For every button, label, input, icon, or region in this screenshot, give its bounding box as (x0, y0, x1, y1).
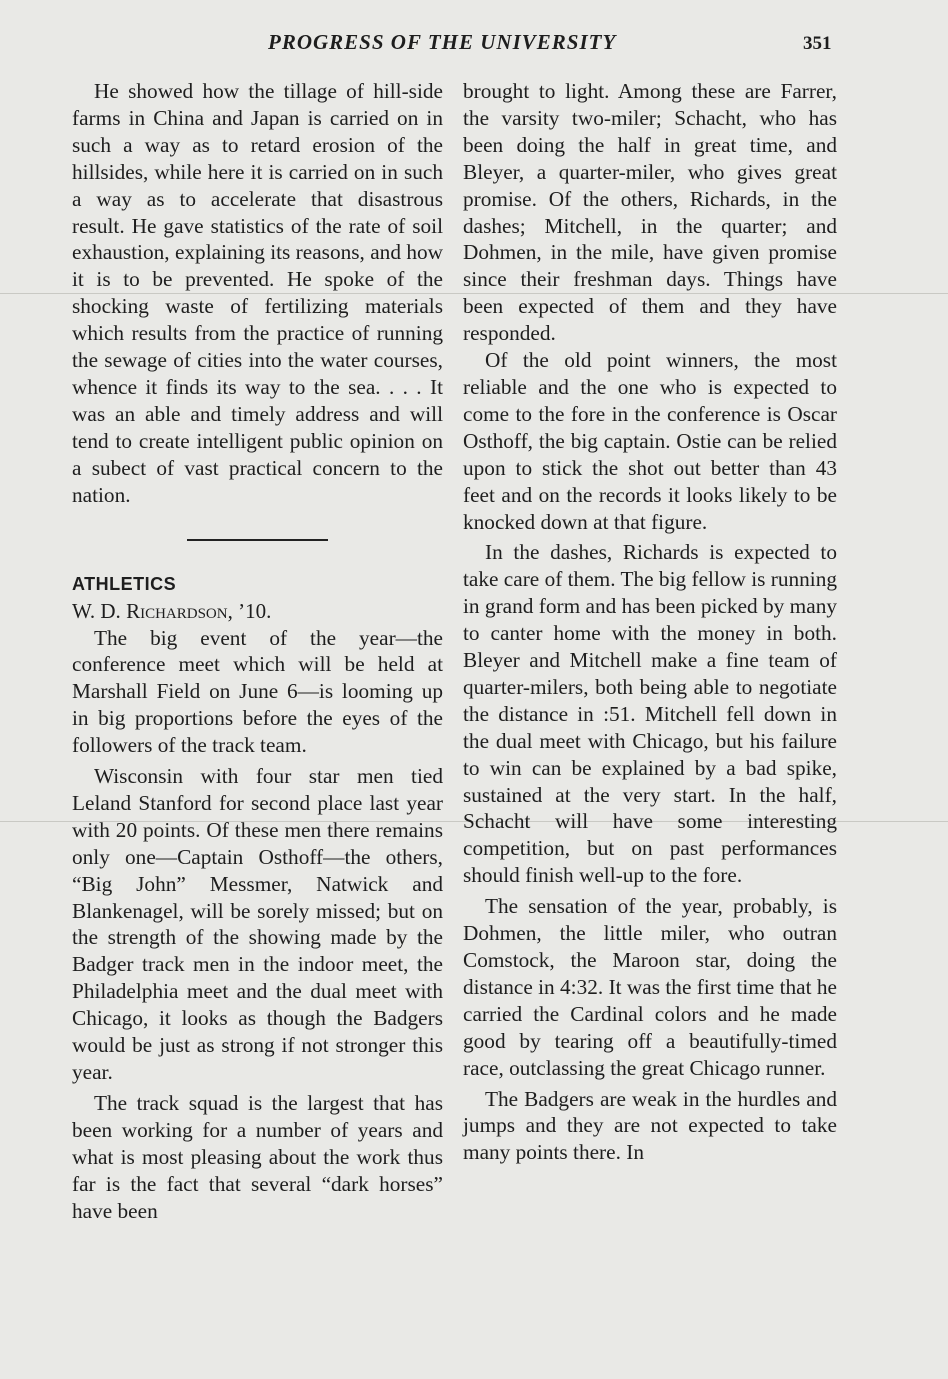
byline-year: , ’10. (227, 598, 272, 623)
paragraph: Wisconsin with four star men tied Leland Stanford for second place last year with 20 points. Of these men there remains only one—Captain Osthoff—the others, “Big John” Messmer, Natwick and Blankenagel, will be sorely missed; but on the strength of the showing made by the Badger track men in the indoor meet, the Philadelphia meet and the dual meet with Chicago, it looks as though the Badgers would be just as strong if not stronger this year. (72, 764, 443, 1084)
paragraph: Of the old point winners, the most reliable and the one who is expected to come to the fore in the conference is Oscar Osthoff, the big captain. Ostie can be relied upon to stick the shot out better than 43 feet and on the records it looks likely to be knocked down at that figure. (463, 348, 837, 534)
left-column (72, 78, 443, 1224)
byline-surname: Richardson (126, 598, 228, 623)
section-divider (72, 509, 443, 571)
right-column (463, 78, 837, 1166)
author-byline (72, 597, 443, 625)
byline-initials: W. D. (72, 598, 127, 623)
page-header (0, 30, 948, 60)
paragraph: The Badgers are weak in the hurdles and jumps and they are not expected to take many points there. In (463, 1086, 837, 1165)
paragraph: The big event of the year—the conference meet which will be held at Marshall Field on June 6—is looming up in big proportions before the eyes of the followers of the track team. (72, 625, 443, 758)
paragraph: brought to light. Among these are Farrer, the varsity two-miler; Schacht, who has been doing the half in great time, and Bleyer, a quarter-miler, who gives great promise. Of the others, Richards, in the dashes; Mitchell, in the quarter; and Dohmen, in the mile, have given promise since their freshman days. Things have been expected of them and they have responded. (463, 79, 837, 346)
paragraph: He showed how the tillage of hill-side farms in China and Japan is carried on in such a way as to retard erosion of the hillsides, while here it is carried on in such a way as to accelerate that disastrous result. He gave statistics of the rate of soil exhaustion, explaining its reasons, and how it is to be prevented. He spoke of the shocking waste of fertilizing materials which results from the practice of running the sewage of cities into the water courses, whence it finds its way to the sea. . . . It was an able and timely address and will tend to create intelligent public opinion on a subect of vast practical concern to the nation. (72, 79, 443, 507)
paragraph: In the dashes, Richards is expected to take care of them. The big fellow is running in grand form and has been picked by many to canter home with the money in both. Bleyer and Mitchell make a fine team of quarter-milers, both being able to negotiate the distance in :51. Mitchell fell down in the dual meet with Chicago, but his failure to win can be explained by a bad spike, sustained at the very start. In the half, Schacht will have some interesting competition, but on past performances should finish well-up to the fore. (463, 540, 837, 888)
running-title: PROGRESS OF THE UNIVERSITY (268, 30, 617, 54)
section-heading: ATHLETICS (72, 573, 177, 594)
paragraph: The sensation of the year, probably, is Dohmen, the little miler, who outran Comstock, the Maroon star, doing the distance in 4:32. It was the first time that he carried the Cardinal colors and he made good by tearing off a beautifully-timed race, outclassing the great Chicago runner. (463, 894, 837, 1080)
divider-rule (187, 539, 328, 541)
page-number: 351 (803, 33, 832, 54)
paragraph: The track squad is the largest that has been working for a number of years and what is most pleasing about the work thus far is the fact that several “dark horses” have been (72, 1090, 443, 1223)
